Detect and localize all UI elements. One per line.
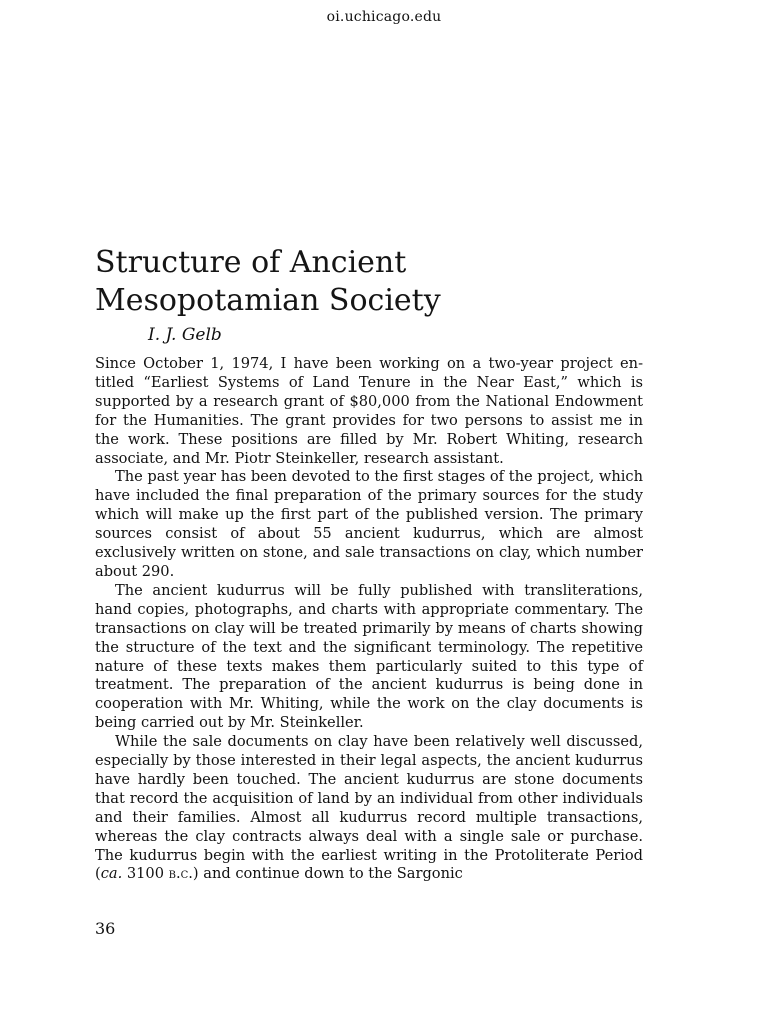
author-name: I. J. Gelb — [148, 325, 222, 345]
era-abbreviation: b.c. — [168, 865, 193, 883]
article-title — [95, 244, 655, 320]
paragraph-1: Since October 1, 1974, I have been working on a two-year project entitled “Earliest Systems of Land Tenure in the Near East,” which is supported by a research grant of $80,000 from the National Endowment for the Humanities. The grant provides for two persons to assist me in the work. These positions are filled by Mr. Robert Whiting, research associate, and Mr. Piotr Steinkeller, research assistant. — [95, 355, 643, 467]
circa-abbreviation: ca. — [100, 865, 123, 883]
source-url: oi.uchicago.edu — [326, 9, 442, 25]
paragraph-4-end: ) and continue down to the Sargonic — [192, 865, 463, 883]
title-line-1: Structure of Ancient — [95, 245, 407, 280]
page-number: 36 — [95, 919, 116, 938]
paragraph-2: The past year has been devoted to the first stages of the project, which have included the final preparation of the primary sources for the study which will make up the first part of the published version. The primary sources consist of about 55 ancient kudurrus, which are almost exclusively written on stone, and sale transactions on clay, which number about 290. — [95, 468, 643, 580]
article-body — [95, 355, 643, 884]
paragraph-4-text: While the sale documents on clay have been relatively well discussed, especially by those interested in their legal aspects, the ancient kudurrus have hardly been touched. The ancient kudurrus are stone documents that record the acquisition of land by an individual from other individuals and their families. Almost all kudurrus record multiple transactions, whereas the clay contracts always deal with a single sale or purchase. The kudurrus begin with the earliest writing in the Protoliterate Period ( — [95, 733, 643, 883]
date-value: 3100 — [122, 865, 169, 883]
paragraph-4 — [95, 733, 643, 884]
title-line-2: Mesopotamian Society — [95, 283, 441, 318]
paragraph-3: The ancient kudurrus will be fully published with transliterations, hand copies, photographs, and charts with appropriate commentary. The transactions on clay will be treated primarily by means of charts showing the structure of the text and the significant terminology. The repetitive nature of these texts makes them particularly suited to this type of treatment. The preparation of the ancient kudurrus is being done in cooperation with Mr. Whiting, while the work on the clay documents is being carried out by Mr. Steinkeller. — [95, 581, 643, 732]
